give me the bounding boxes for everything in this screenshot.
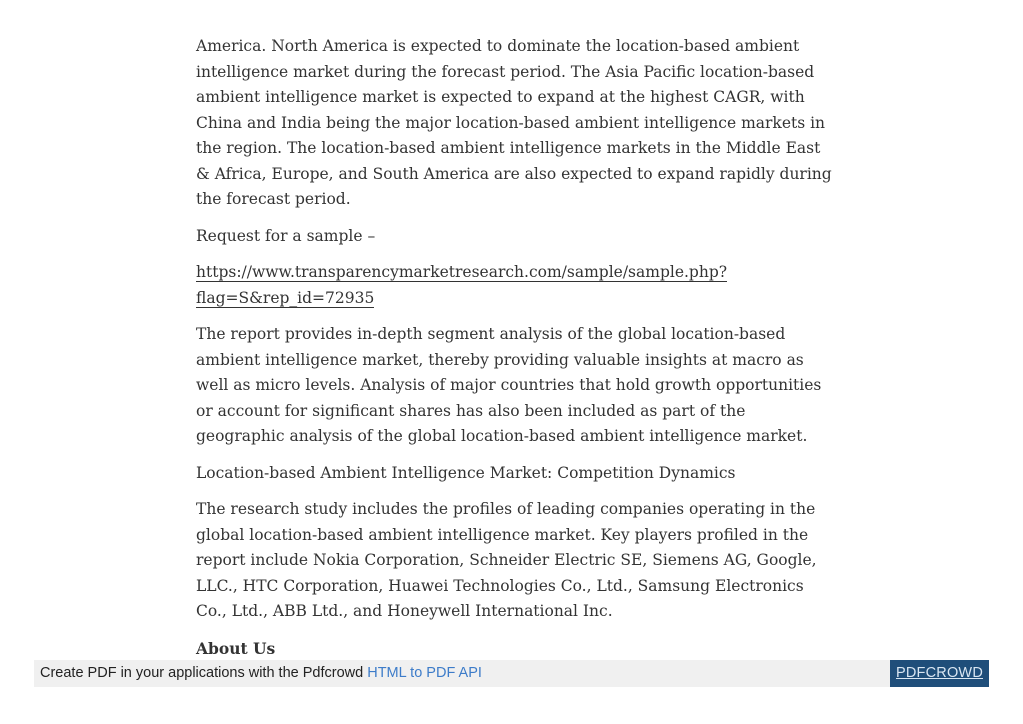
sample-link-line1: https://www.transparencymarketresearch.com/sample/sample.php?: [196, 263, 728, 281]
html-to-pdf-api-link[interactable]: HTML to PDF API: [367, 665, 482, 681]
region-paragraph: America. North America is expected to dominate the location-based ambient intelligence market during the forecast period. The Asia Pacific location-based ambient intelligence market is expected to expand at the highest CAGR, with China and India being the major location-based ambient intelligence markets in the region. The location-based ambient intelligence markets in the Middle East & Africa, Europe, and South America are also expected to expand rapidly during the forecast period.: [196, 37, 832, 208]
pdfcrowd-badge[interactable]: PDFCROWD: [890, 660, 989, 687]
sample-link-block: [196, 260, 836, 311]
about-us-heading: About Us: [196, 638, 276, 658]
sample-link[interactable]: [196, 263, 727, 308]
pdfcrowd-footer: [34, 660, 989, 687]
competition-section-title: Location-based Ambient Intelligence Market: Competition Dynamics: [196, 463, 736, 482]
analysis-paragraph: The report provides in-depth segment analysis of the global location-based ambient intelligence market, thereby providing valuable insights at macro as well as micro levels. Analysis of major countries that hold growth opportunities or account for significant shares has also been included as part of the geographic analysis of the global location-based ambient intelligence market.: [196, 325, 822, 445]
sample-link-line2: flag=S&rep_id=72935: [196, 288, 375, 307]
footer-text: Create PDF in your applications with the Pdfcrowd: [40, 665, 368, 681]
key-players-paragraph: The research study includes the profiles of leading companies operating in the global location-based ambient intelligence market. Key players profiled in the report include Nokia Corporation, Schneider Electric SE, Siemens AG, Google, LLC., HTC Corporation, Huawei Technologies Co., Ltd., Samsung Electronics Co., Ltd., ABB Ltd., and Honeywell International Inc.: [196, 500, 817, 620]
article-body: [196, 34, 836, 672]
footer-text-wrap: [40, 665, 482, 681]
sample-request-label: Request for a sample –: [196, 226, 376, 245]
